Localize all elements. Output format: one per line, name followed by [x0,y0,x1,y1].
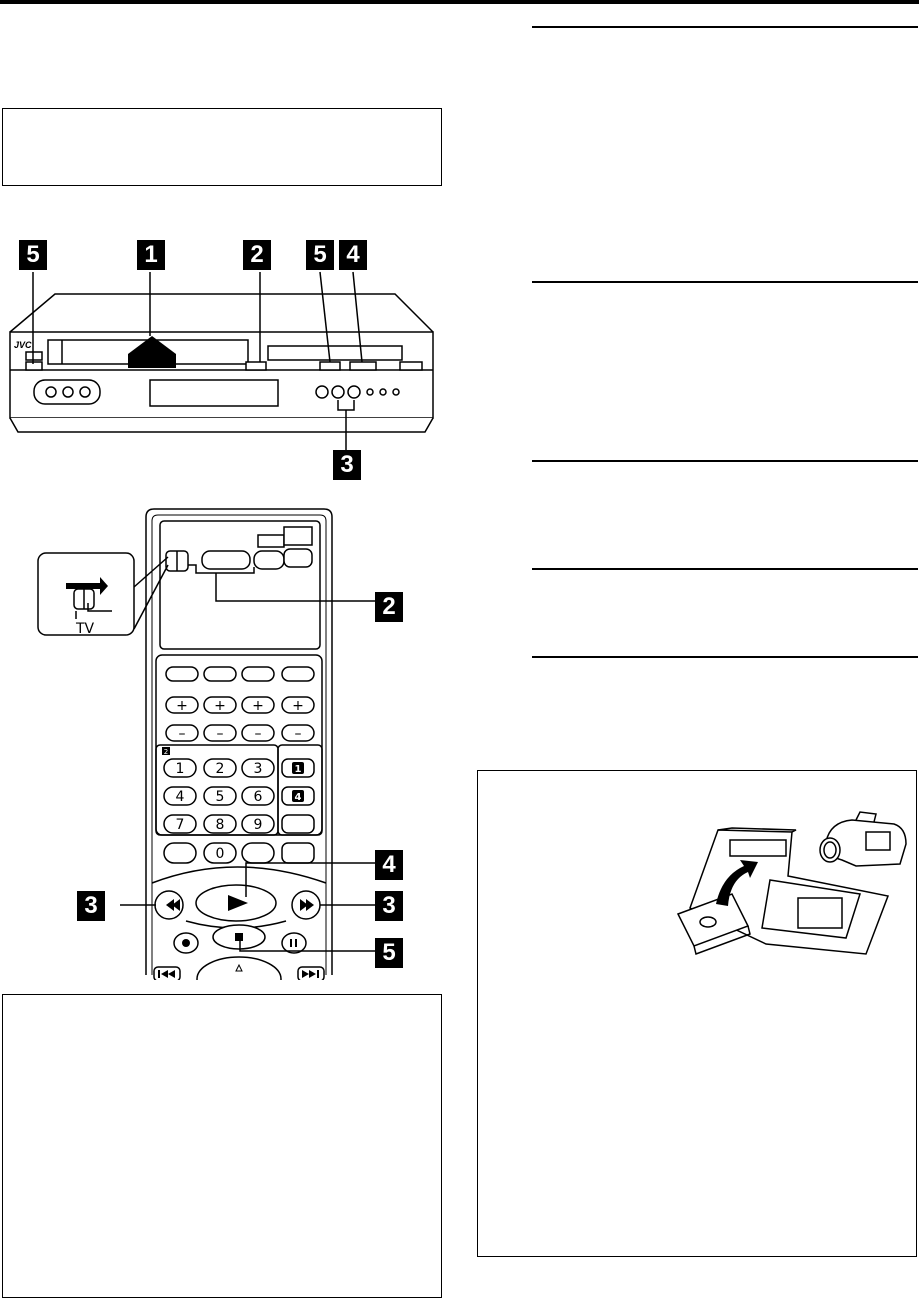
key-5[interactable]: 5 [215,789,225,805]
section-rule-3 [532,460,918,462]
note-box-bottom [2,994,442,1298]
svg-text:+: + [252,698,264,714]
svg-text:+: + [214,698,226,714]
switch-tv-label: TV [76,621,95,637]
stop-icon[interactable] [235,933,243,941]
side-key-4[interactable]: 4 [294,792,302,803]
key-7[interactable]: 7 [175,817,185,833]
key-1[interactable]: 1 [175,761,185,777]
vcr-callout-4: 4 [339,240,367,270]
side-key-1[interactable]: 1 [294,764,302,775]
remote-callout-3-right: 3 [375,891,403,921]
vcr-illustration [0,262,445,462]
vcr-callout-5-left: 5 [19,240,47,270]
vcr-brand-logo: JVC [14,340,32,350]
camcorder-adapter-illustration [670,810,910,960]
svg-text:+: + [292,698,304,714]
vcr-callout-1: 1 [137,240,165,270]
remote-callout-2: 2 [375,592,403,622]
key-4[interactable]: 4 [175,789,185,805]
svg-text:–: – [254,726,262,742]
svg-text:–: – [216,726,224,742]
small-marker: 2 [163,748,169,756]
remote-callout-5: 5 [375,938,403,968]
record-icon[interactable] [182,939,190,947]
section-rule-1 [532,26,918,28]
key-9[interactable]: 9 [253,817,263,833]
remote-callout-3-left: 3 [77,891,105,921]
svg-text:+: + [176,698,188,714]
section-rule-4 [532,568,918,570]
key-2[interactable]: 2 [215,761,225,777]
svg-text:–: – [178,726,186,742]
svg-text:–: – [294,726,302,742]
key-8[interactable]: 8 [215,817,225,833]
note-box-top [2,108,442,186]
section-rule-5 [532,656,918,658]
section-rule-2 [532,281,918,283]
vcr-callout-5-right: 5 [306,240,334,270]
vcr-callout-3: 3 [333,450,361,480]
key-0[interactable]: 0 [215,846,225,862]
remote-callout-4: 4 [375,850,403,880]
top-rule [0,0,919,4]
vcr-callout-2: 2 [243,240,271,270]
key-3[interactable]: 3 [253,761,263,777]
key-6[interactable]: 6 [253,789,263,805]
